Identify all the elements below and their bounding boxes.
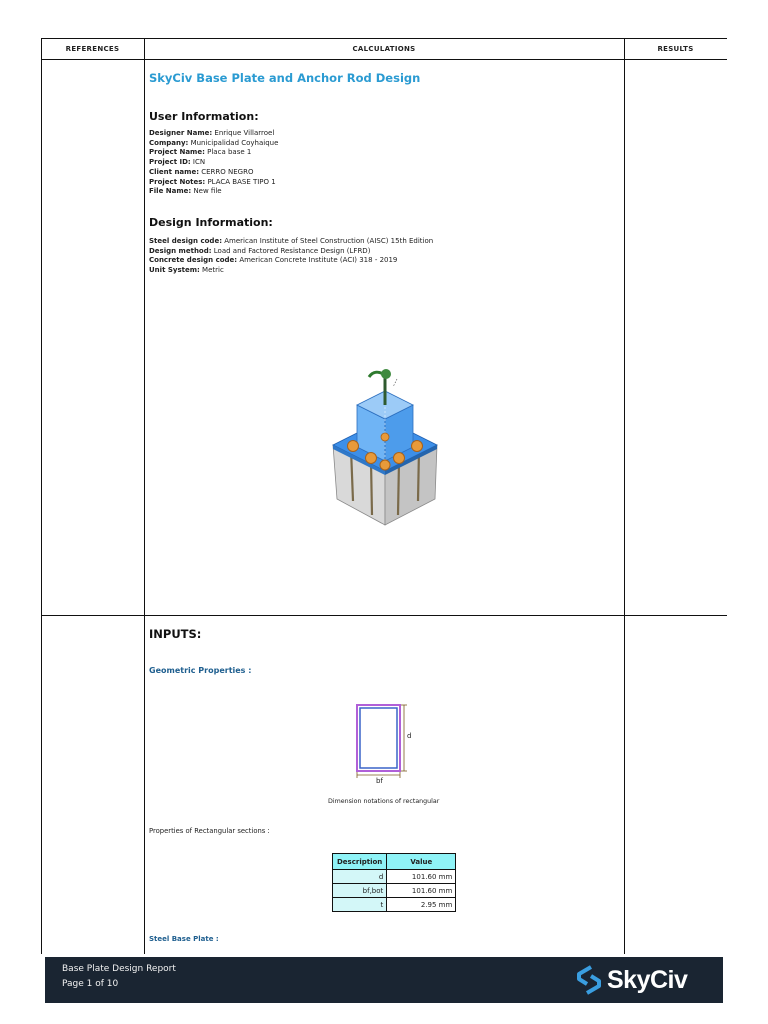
dimension-bf-label: bf: [376, 777, 383, 785]
design-information-list: [149, 237, 433, 276]
user-information-list: [149, 129, 278, 197]
results-column-border: [624, 38, 625, 954]
report-title: SkyCiv Base Plate and Anchor Rod Design: [149, 71, 421, 85]
user-info-row: File Name: New file: [149, 187, 222, 196]
report-footer: [45, 957, 723, 1003]
base-plate-3d-illustration: [323, 365, 447, 527]
properties-caption: Properties of Rectangular sections :: [149, 827, 270, 835]
row-value: 101.60 mm: [387, 870, 456, 884]
dimension-d-label: d: [407, 732, 412, 740]
user-info-row: Company: Municipalidad Coyhaique: [149, 138, 279, 147]
inputs-heading: INPUTS:: [149, 627, 202, 641]
diagram-caption: Dimension notations of rectangular: [328, 798, 440, 805]
rectangular-section-diagram: [351, 701, 425, 787]
row-value: 101.60 mm: [387, 884, 456, 898]
design-info-row: Concrete design code: American Concrete Institute (ACI) 318 - 2019: [149, 256, 398, 265]
calculations-header: CALCULATIONS: [352, 45, 416, 53]
grid-left-border: [41, 38, 42, 954]
report-grid: [41, 38, 727, 954]
skyciv-logo-icon: [575, 965, 603, 995]
design-information-heading: Design Information:: [149, 216, 273, 229]
row-description: t: [333, 898, 387, 912]
user-info-row: Designer Name: Enrique Villarroel: [149, 129, 275, 137]
design-info-row: Steel design code: American Institute of Steel Construction (AISC) 15th Edition: [149, 237, 434, 245]
design-info-row: Design method: Load and Factored Resistance Design (LFRD): [149, 246, 371, 255]
footer-report-name: Base Plate Design Report: [62, 964, 176, 974]
row-description: bf,bot: [333, 884, 387, 898]
user-info-row: Project Notes: PLACA BASE TIPO 1: [149, 177, 276, 186]
table-row: [333, 898, 456, 912]
skyciv-brand-name: SkyCiv: [607, 966, 688, 994]
table-row: [333, 870, 456, 884]
steel-base-plate-heading: Steel Base Plate :: [149, 935, 219, 943]
design-info-row: Unit System: Metric: [149, 266, 224, 275]
references-column-border: [144, 38, 145, 954]
table-row: [333, 884, 456, 898]
user-info-row: Project ID: ICN: [149, 158, 206, 167]
user-information-heading: User Information:: [149, 110, 259, 123]
results-header: RESULTS: [657, 45, 694, 53]
user-info-row: Project Name: Placa base 1: [149, 148, 252, 157]
row-value: 2.95 mm: [387, 898, 456, 912]
user-info-row: Client name: CERRO NEGRO: [149, 167, 254, 176]
geometric-properties-heading: Geometric Properties :: [149, 666, 252, 675]
references-header: REFERENCES: [65, 45, 120, 53]
footer-page-number: Page 1 of 10: [62, 979, 119, 989]
row-description: d: [333, 870, 387, 884]
rectangular-properties-table: [332, 853, 456, 912]
value-column-header: Value: [387, 854, 456, 870]
table-header-row: [333, 854, 456, 870]
description-column-header: Description: [333, 854, 387, 870]
